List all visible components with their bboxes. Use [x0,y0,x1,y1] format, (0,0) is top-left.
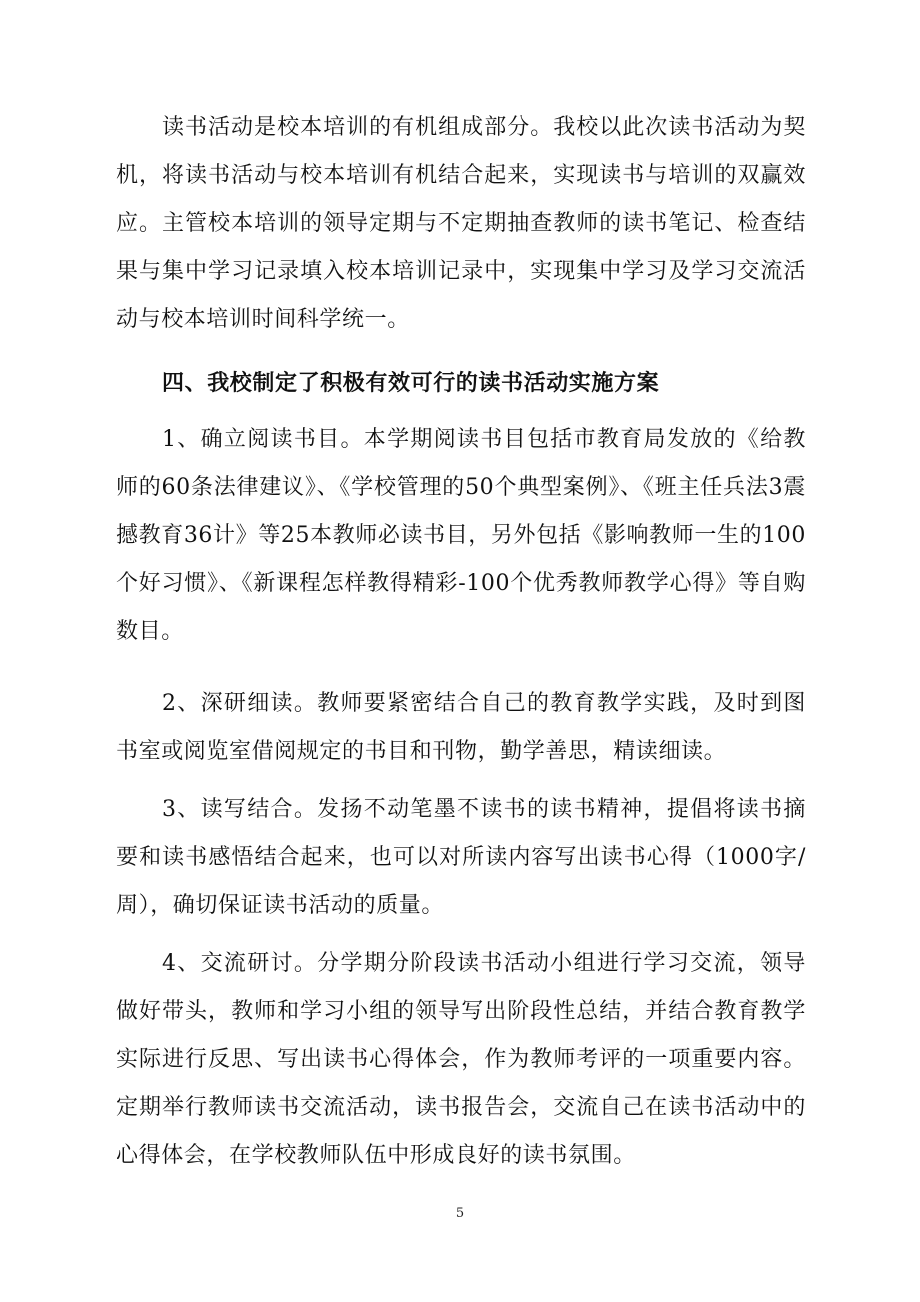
section-heading: 四、我校制定了积极有效可行的读书活动实施方案 [162,371,660,396]
paragraph-exchange: 4、交流研讨。分学期分阶段读书活动小组进行学习交流，领导做好带头，教师和学习小组的领导写出阶段性总结，并结合教育教学实际进行反思、写出读书心得体会，作为教师考评的一项重要内容。定期举行教师读书交流活动，读书报告会，交流自己在读书活动中的心得体会，在学校教师队伍中形成良好的读书氛围。 [116,951,806,1168]
paragraph-read-write: 3、读写结合。发扬不动笔墨不读书的读书精神，提倡将读书摘要和读书感悟结合起来，也可以对所读内容写出读书心得（1000字/周），确切保证读书活动的质量。 [116,797,806,918]
paragraph-reading-list: 1、确立阅读书目。本学期阅读书目包括市教育局发放的《给教师的60条法律建议》、《学校管理的50个典型案例》、《班主任兵法3震撼教育36计》等25本教师必读书目，另外包括《影响教师一生的100个好习惯》、《新课程怎样教得精彩-100个优秀教师教学心得》等自购数目。 [116,427,806,644]
paragraph-deep-reading: 2、深研细读。教师要紧密结合自己的教育教学实践，及时到图书室或阅览室借阅规定的书目和刊物，勤学善思，精读细读。 [116,691,806,764]
paragraph-school-training: 读书活动是校本培训的有机组成部分。我校以此次读书活动为契机，将读书活动与校本培训有机结合起来，实现读书与培训的双赢效应。主管校本培训的领导定期与不定期抽查教师的读书笔记、检查结果与集中学习记录填入校本培训记录中，实现集中学习及学习交流活动与校本培训时间科学统一。 [116,115,806,332]
page-number: 5 [455,1206,465,1221]
